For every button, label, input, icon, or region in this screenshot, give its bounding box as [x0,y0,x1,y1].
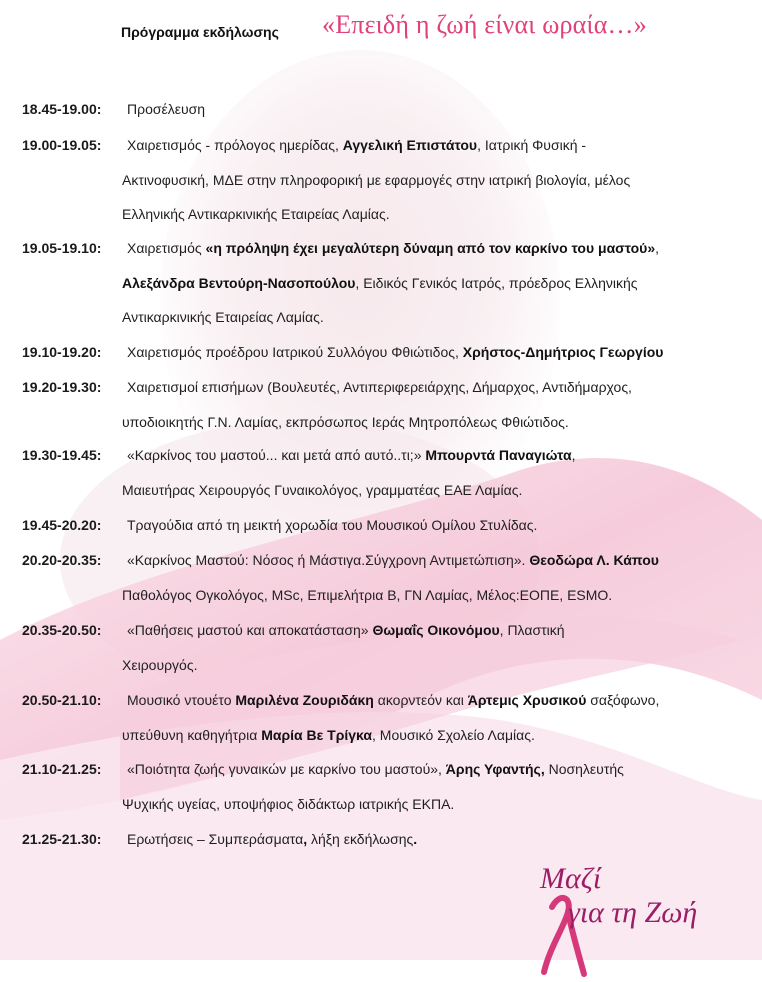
description-line [122,796,454,812]
speaker-name: Άρτεμις Χρυσικού [467,692,587,708]
speaker-name: Άρης Υφαντής, [445,761,545,777]
description-text: , Πλαστική [499,622,565,638]
header [0,0,762,70]
description-line [127,344,663,360]
description-text: υποδιοικητής Γ.Ν. Λαμίας, εκπρόσωπος Ιεράς Μητροπόλεως Φθιώτιδος. [122,413,569,430]
description-text: «Ποιότητα ζωής γυναικών με καρκίνο του μαστού», [127,761,446,777]
description-line [127,137,586,153]
description-text: Χαιρετισμοί επισήμων (Βουλευτές, Αντιπεριφερειάρχης, Δήμαρχος, Αντιδήμαρχος, [127,379,632,395]
description-text: Μουσικό ντουέτο [127,692,236,708]
time-slot: 19.20-19.30: [22,379,102,395]
logo [528,862,738,952]
speaker-name: Μαριλένα Ζουριδάκη [235,692,374,708]
description-line [127,379,632,395]
speaker-name: Μπουρντά Παναγιώτα [425,447,572,463]
description-line [122,275,638,291]
description-text: «Καρκίνος του μαστού... και μετά από αυτό..τι;» [127,447,426,463]
description-text: Ερωτήσεις – Συμπεράσματα [127,831,304,847]
description-line [122,482,522,498]
description-line [127,517,537,533]
description-text: , Ειδικός Γενικός Ιατρός, πρόεδρος Ελληνικής [355,274,638,291]
time-slot: 19.00-19.05: [22,137,102,153]
description-line [127,447,575,463]
description-line [127,552,659,568]
speaker-name: Θωμαΐς Οικονόμου [372,622,500,638]
program-label: Πρόγραμμα εκδήλωσης [121,24,279,40]
speaker-name: Αλεξάνδρα Βεντούρη-Νασοπούλου [122,274,356,291]
time-slot: 21.10-21.25: [22,761,102,777]
speaker-name: «η πρόληψη έχει μεγαλύτερη δύναμη από τον καρκίνο του μαστού» [205,240,656,256]
speaker-name: Θεοδώρα Λ. Κάπου [529,552,659,568]
description-line [122,587,612,603]
time-slot: 20.50-21.10: [22,692,102,708]
description-text: Τραγούδια από τη μεικτή χορωδία του Μουσικού Ομίλου Στυλίδας. [127,517,538,533]
description-line [122,657,197,673]
speaker-name: . [413,831,418,847]
description-line [127,240,659,256]
description-text: , Μουσικό Σχολείο Λαμίας. [372,726,535,743]
description-text: Ψυχικής υγείας, υποψήφιος διδάκτωρ ιατρικής ΕΚΠΑ. [122,795,455,812]
time-slot: 21.25-21.30: [22,831,102,847]
description-text: , Ιατρική Φυσική - [477,137,587,153]
speaker-name: Μαρία Βε Τρίγκα [261,726,372,743]
description-text: «Καρκίνος Μαστού: Νόσος ή Μάστιγα.Σύγχρονη Αντιμετώπιση». [127,552,530,568]
time-slot: 19.45-20.20: [22,517,102,533]
description-line [122,727,535,743]
logo-line2: για τη Ζωή [568,896,698,929]
description-text: Προσέλευση [127,101,206,117]
speaker-name: Αγγελική Επιστάτου [342,137,478,153]
description-text: σαξόφωνο, [586,692,660,708]
description-text: Χαιρετισμός [127,240,206,256]
time-slot: 19.05-19.10: [22,240,102,256]
description-text: Χαιρετισμός προέδρου Ιατρικού Συλλόγου Φθιώτιδος, [127,344,463,360]
time-slot: 19.30-19.45: [22,447,102,463]
description-text: ακορντεόν και [373,692,468,708]
description-text: Αντικαρκινικής Εταιρείας Λαμίας. [122,309,324,325]
time-slot: 20.35-20.50: [22,622,102,638]
time-slot: 19.10-19.20: [22,344,102,360]
description-line [127,692,659,708]
description-line [122,414,569,430]
description-text: Χειρουργός. [122,656,198,673]
event-title: «Επειδή η ζωή είναι ωραία…» [322,10,647,39]
time-slot: 20.20-20.35: [22,552,102,568]
speaker-name: Χρήστος-Δημήτριος Γεωργίου [462,344,664,360]
description-text: Νοσηλευτής [544,761,624,777]
speaker-name: , [303,831,308,847]
description-text: Ελληνικής Αντικαρκινικής Εταιρείας Λαμίας. [122,206,390,222]
time-slot: 18.45-19.00: [22,101,102,117]
description-text: Χαιρετισμός - πρόλογος ημερίδας, [127,137,343,153]
description-line [127,101,205,117]
description-text: Ακτινοφυσική, ΜΔΕ στην πληροφορική με εφαρμογές στην ιατρική βιολογία, μέλος [122,171,631,188]
description-text: , [655,240,659,256]
description-line [127,831,417,847]
logo-line1: Μαζί [540,862,602,895]
description-text: Παθολόγος Ογκολόγος, MSc, Επιμελήτρια Β, ΓΝ Λαμίας, Μέλος:ΕΟΠΕ, ESMO. [122,586,613,603]
description-line [122,172,630,188]
description-line [127,761,624,777]
description-text: υπεύθυνη καθηγήτρια [122,726,262,743]
description-line [122,309,324,325]
description-line [122,206,390,222]
description-text: , [571,447,576,463]
description-text: Μαιευτήρας Χειρουργός Γυναικολόγος, γραμματέας ΕΑΕ Λαμίας. [122,481,523,498]
description-line [127,622,565,638]
description-text: λήξη εκδήλωσης [307,831,414,847]
description-text: «Παθήσεις μαστού και αποκατάσταση» [127,622,373,638]
